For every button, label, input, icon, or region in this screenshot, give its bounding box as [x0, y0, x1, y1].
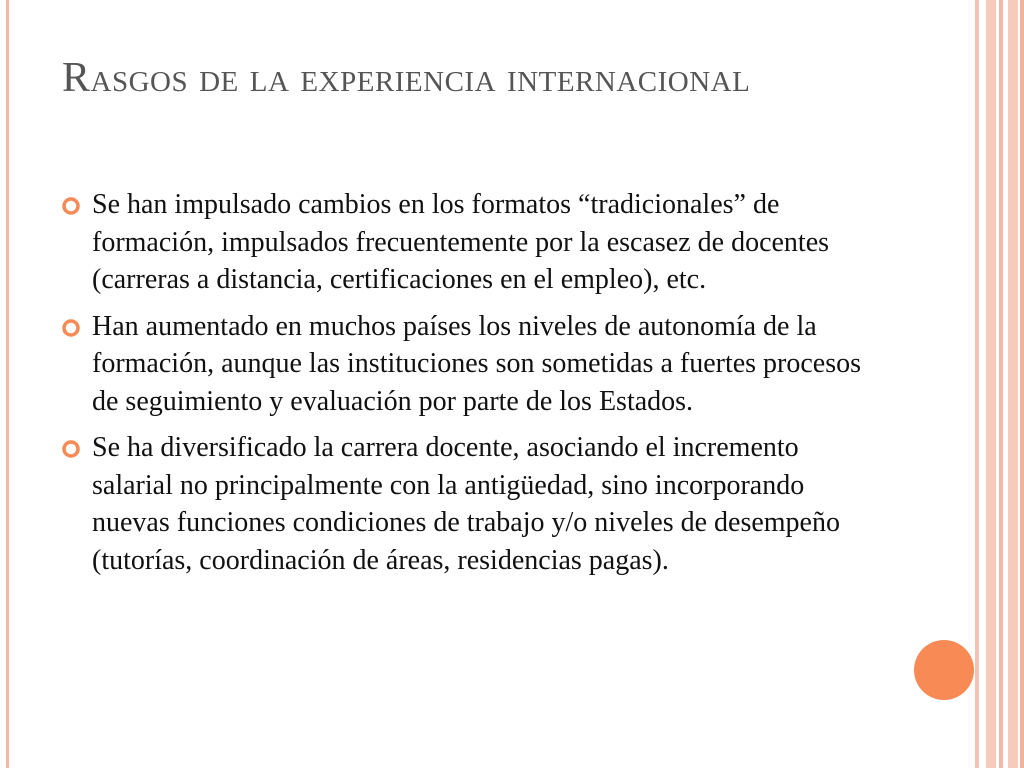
ring-bullet-icon — [62, 197, 80, 215]
ring-bullet-icon — [62, 319, 80, 337]
decorative-stripe — [975, 0, 979, 768]
slide-title: Rasgos de la experiencia internacional — [62, 55, 751, 101]
bullet-text: Se ha diversificado la carrera docente, asociando el incremento salarial no principalmente con la antigüedad, sino incorporando nuevas funciones condiciones de trabajo y/o niveles de desempeño (tutorías, coordinación de áreas, residencias pagas). — [92, 432, 840, 576]
bullet-text: Se han impulsado cambios en los formatos “tradicionales” de formación, impulsados frecuentemente por la escasez de docentes (carreras a distancia, certificaciones en el empleo), etc. — [92, 189, 830, 295]
bullet-item — [62, 429, 882, 579]
decorative-stripe — [986, 0, 996, 768]
left-border-rule — [6, 0, 9, 768]
bullet-item — [62, 186, 882, 299]
decorative-stripe — [1020, 0, 1024, 768]
bullet-list — [62, 186, 882, 588]
ring-bullet-icon — [62, 440, 80, 458]
decorative-stripe — [999, 0, 1003, 768]
bullet-item — [62, 308, 882, 421]
decorative-stripe — [1008, 0, 1018, 768]
decorative-circle — [914, 640, 974, 700]
bullet-text: Han aumentado en muchos países los niveles de autonomía de la formación, aunque las instituciones son sometidas a fuertes procesos de seguimiento y evaluación por parte de los Estados. — [92, 310, 862, 417]
